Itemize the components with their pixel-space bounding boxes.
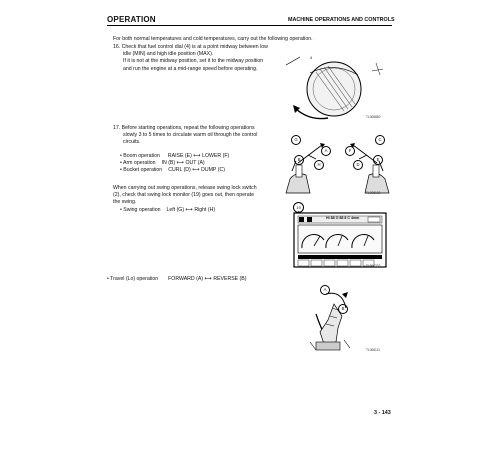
section-title: OPERATION bbox=[107, 15, 156, 24]
control-levers-figure bbox=[280, 135, 395, 197]
swing-line2: (2), check that swing lock monitor (19) goes out, then operate bbox=[113, 192, 254, 199]
intro-text: For both normal temperatures and cold temperatures, carry out the following operation. bbox=[113, 36, 313, 42]
fig2-label-h: H bbox=[314, 160, 324, 170]
swing-text bbox=[113, 185, 257, 214]
step16-line4: and run the engine at a mid-range speed before operating. bbox=[123, 65, 258, 72]
step17-line1: 17. Before starting operations, repeat the following operations bbox=[113, 125, 255, 131]
fig2-label-c: C bbox=[375, 135, 385, 145]
op-travel: • Travel (Lo) operation FORWARD (A) ⟷ REVERSE (B) bbox=[107, 276, 247, 282]
page-number: 3 - 143 bbox=[374, 410, 391, 416]
op-swing: • Swing operation Left (G) ⟷ Right (H) bbox=[120, 206, 216, 213]
op-boom-action: RAISE (E) ⟷ LOWER (F) bbox=[167, 153, 230, 159]
fig1-id: TL006860 bbox=[366, 115, 381, 119]
fig1-label-4: 4 bbox=[310, 55, 313, 60]
op-arm: • Arm operation IN (B) ⟷ OUT (A) bbox=[120, 160, 205, 167]
swing-line3: the swing. bbox=[113, 199, 137, 206]
step16-line1: 16. Check that fuel control dial (4) is at a point midway between low bbox=[113, 44, 268, 50]
op-travel-name: Travel (Lo) operation bbox=[110, 276, 159, 282]
fig2-label-a: A bbox=[321, 146, 331, 156]
op-arm-name: Arm operation bbox=[122, 160, 156, 167]
fig2-label-d: D bbox=[353, 160, 363, 170]
swing-line1: When carrying out swing operations, release swing lock switch bbox=[113, 185, 257, 191]
fig4-label-b: B bbox=[338, 304, 348, 314]
fig2-label-b: B bbox=[294, 155, 304, 165]
op-travel-action: FORWARD (A) ⟷ REVERSE (B) bbox=[168, 276, 247, 282]
op-swing-action: Left (G) ⟷ Right (H) bbox=[166, 206, 216, 213]
fig4-label-a: A bbox=[320, 285, 330, 295]
op-bucket: • Bucket operation CURL (D) ⟷ DUMP (C) bbox=[120, 167, 225, 174]
fig2-id: TL006192 bbox=[366, 191, 381, 195]
op-swing-name: Swing operation bbox=[123, 206, 161, 213]
step16-line2: idle (MIN) and high idle position (MAX). bbox=[123, 51, 214, 58]
fig3-label-19: 19 bbox=[293, 202, 304, 213]
step16-line3: If it is not at the midway position, set it to the midway position bbox=[123, 58, 264, 65]
monitor-display-text: Hi 88 O 88 8 C 4mm bbox=[326, 216, 360, 220]
fig2-label-e: E bbox=[373, 155, 383, 165]
fig2-label-g: G bbox=[291, 135, 301, 145]
step17-text bbox=[113, 125, 257, 147]
op-bucket-action: CURL (D) ⟷ DUMP (C) bbox=[168, 167, 225, 174]
ops-list bbox=[120, 153, 229, 175]
fuel-dial-figure bbox=[280, 53, 395, 121]
header-rule bbox=[107, 25, 392, 26]
step16-text bbox=[113, 44, 268, 73]
travel-levers-figure bbox=[280, 280, 395, 355]
fig3-id: TL006333 bbox=[366, 264, 381, 268]
op-arm-action: IN (B) ⟷ OUT (A) bbox=[161, 160, 205, 167]
monitor-panel-figure bbox=[280, 200, 395, 270]
op-boom: • Boom operation RAISE (E) ⟷ LOWER (F) bbox=[120, 153, 230, 159]
step17-line2: slowly 3 to 5 times to circulate warm oil through the control bbox=[123, 132, 258, 139]
step17-line3: circuits. bbox=[123, 139, 141, 146]
op-boom-name: Boom operation bbox=[123, 153, 160, 159]
subsection-title: MACHINE OPERATIONS AND CONTROLS bbox=[288, 17, 395, 23]
fig4-id: TL006111 bbox=[366, 348, 380, 352]
fig2-label-f: F bbox=[345, 146, 355, 156]
op-bucket-name: Bucket operation bbox=[123, 167, 163, 174]
